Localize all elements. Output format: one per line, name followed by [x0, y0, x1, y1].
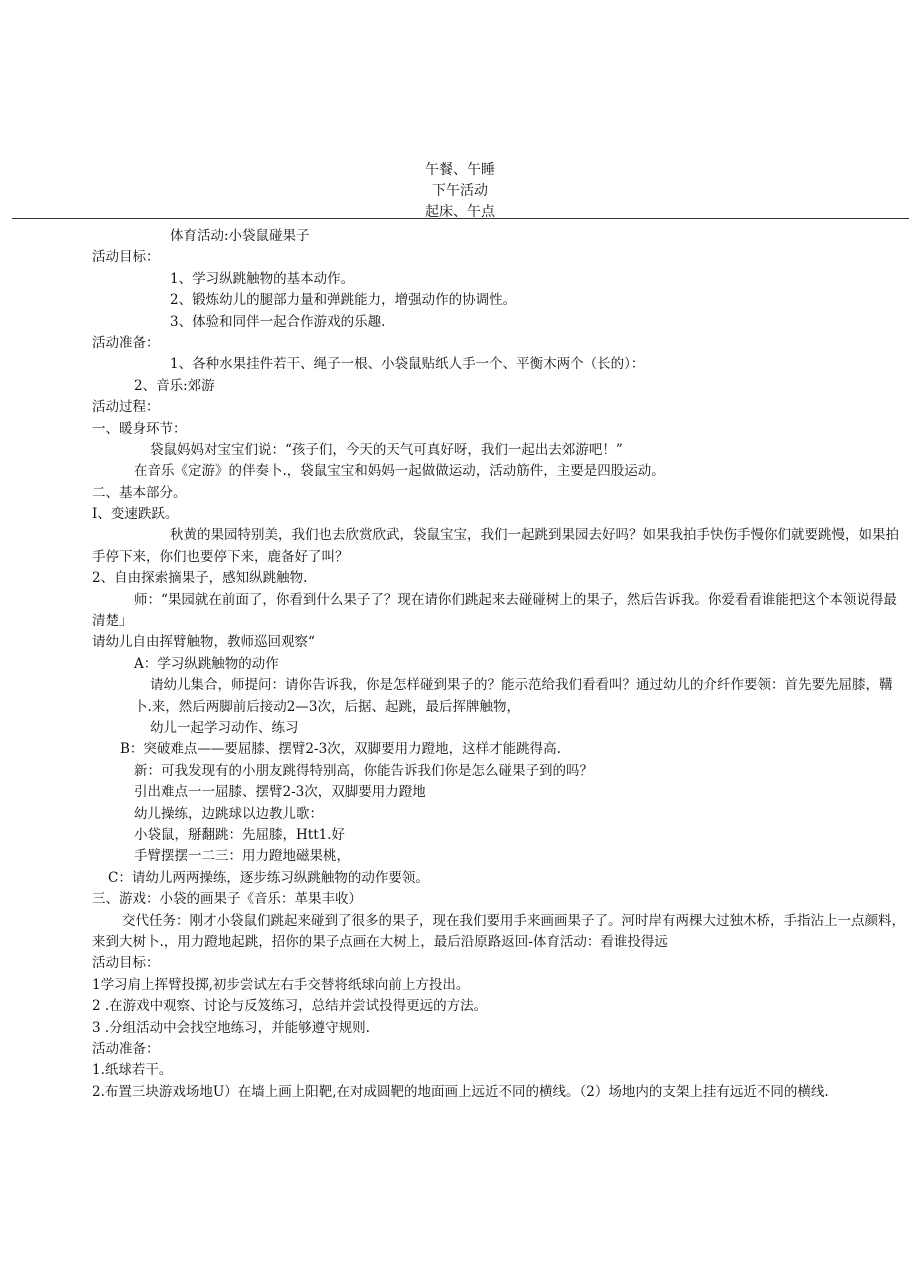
text-line: 交代任务：刚才小袋鼠们跳起来碰到了很多的果子，现在我们要用手来画画果子了。河时岸有两棵大过独木桥，手指沾上一点颜料，来到大树卜.，用力蹬地起跳，招你的果子点画在大树上，最后沿原路返回-体育活动：看谁投得远	[92, 912, 905, 950]
text-line: 三、游戏：小袋的画果子《音乐：革果丰收）	[92, 891, 362, 908]
text-line: 体育活动:小袋鼠碰果子	[170, 228, 310, 244]
text-line: 活动目标：	[92, 955, 160, 972]
schedule-block	[0, 160, 920, 223]
text-line: 师：“果园就在前面了，你看到什么果子了？现在请你们跳起来去碰碰树上的果子，然后告诉我。你爱看看谁能把这个本领说得最清楚」	[92, 591, 897, 630]
text-line: 1学习肩上挥臂投掷,初步尝试左右手交替将纸球向前上方投出。	[92, 976, 470, 993]
text-line: I、变速跌跃。	[92, 506, 179, 523]
text-line: 活动目标：	[92, 249, 160, 266]
text-line: 1、学习纵跳触物的基本动作。	[170, 270, 355, 287]
text-line: 2、自由探索摘果子，感知纵跳触物.	[92, 570, 308, 587]
text-line: 请幼儿自由挥臂触物，教师巡回观察“	[92, 634, 315, 651]
text-line: 请幼儿集合，师提问：请你告诉我，你是怎样碰到果子的？能示范给我们看看叫？通过幼儿的介纤作要领：首先要先屈膝，鞲卜.来，然后两脚前后接动2—3次，后据、起跳，最后挥牌触物，	[134, 677, 893, 715]
schedule-item-lunch: 午餐、午睡	[425, 162, 495, 178]
text-line: C：请幼儿两两操练，逐步练习纵跳触物的动作要领。	[108, 869, 429, 886]
text-line: 2、锻炼幼儿的腿部力量和弹跳能力，增强动作的协调性。	[170, 292, 517, 309]
text-line: 袋鼠妈妈对宝宝们说：“孩子们，今天的天气可真好呀，我们一起出去郊游吧！”	[150, 441, 623, 458]
text-line: 2、音乐:郊游	[134, 377, 215, 394]
horizontal-rule	[12, 218, 909, 219]
text-line: 新：可我发现有的小朋友跳得特别高，你能告诉我们你是怎么碰果子到的吗？	[134, 762, 593, 779]
text-line: B：突破难点——要屈膝、摆臂2-3次，双脚要用力蹬地，这样才能跳得高.	[120, 741, 561, 758]
text-line: 手臂摆摆一二三：用力蹬地磁果桃，	[134, 848, 350, 865]
text-line: 秋黄的果园特别美，我们也去欣赏欣武，袋鼠宝宝，我们一起跳到果园去好吗？如果我拍手快伤手慢你们就要跳慢，如果拍手停下来，你们也要停下来，鹿备好了叫？	[92, 527, 899, 565]
text-line: 1.纸球若干。	[92, 1062, 173, 1079]
text-line: 在音乐《定游》的伴奏卜.，袋鼠宝宝和妈妈一起做做运动，活动筋件，主要是四股运动。	[134, 463, 665, 480]
text-line: 引出难点一一屈膝、摆臂2-3次，双脚要用力蹬地	[134, 784, 426, 801]
text-line: A：学习纵跳触物的动作	[134, 655, 279, 672]
text-line: 2 .在游戏中观察、讨论与反笈练习，总结并尝试投得更远的方法。	[92, 998, 488, 1015]
text-line: 一、暖身环节：	[92, 420, 187, 437]
schedule-item-wakeup: 起床、午点	[425, 204, 495, 220]
text-line: 3 .分组活动中会找空地练习，并能够遵守规则.	[92, 1019, 370, 1036]
schedule-item-afternoon: 下午活动	[432, 183, 488, 199]
text-line: 幼儿操练，边跳球以边教儿歌：	[134, 805, 323, 822]
text-line: 3、体验和同伴一起合作游戏的乐趣.	[170, 313, 386, 330]
lesson-plan-body	[0, 226, 920, 1103]
text-line: 幼儿一起学习动作、练习	[150, 720, 299, 737]
text-line: 活动准备：	[92, 334, 160, 351]
text-line: 活动准备：	[92, 1040, 160, 1057]
text-line: 活动过程：	[92, 399, 160, 416]
text-line: 小袋鼠，掰翻跳：先屈膝，Htt1.好	[134, 827, 346, 844]
text-line: 1、各种水果挂件若干、绳子一根、小袋鼠贴纸人手一个、平衡木两个（长的）：	[170, 356, 645, 373]
text-line: 二、基本部分。	[92, 484, 187, 501]
text-line: 2.布置三块游戏场地U）在墙上画上阳靶,在对成圆靶的地面画上远近不同的横线。（2）场地内的支架上挂有远近不同的横线.	[92, 1083, 829, 1100]
